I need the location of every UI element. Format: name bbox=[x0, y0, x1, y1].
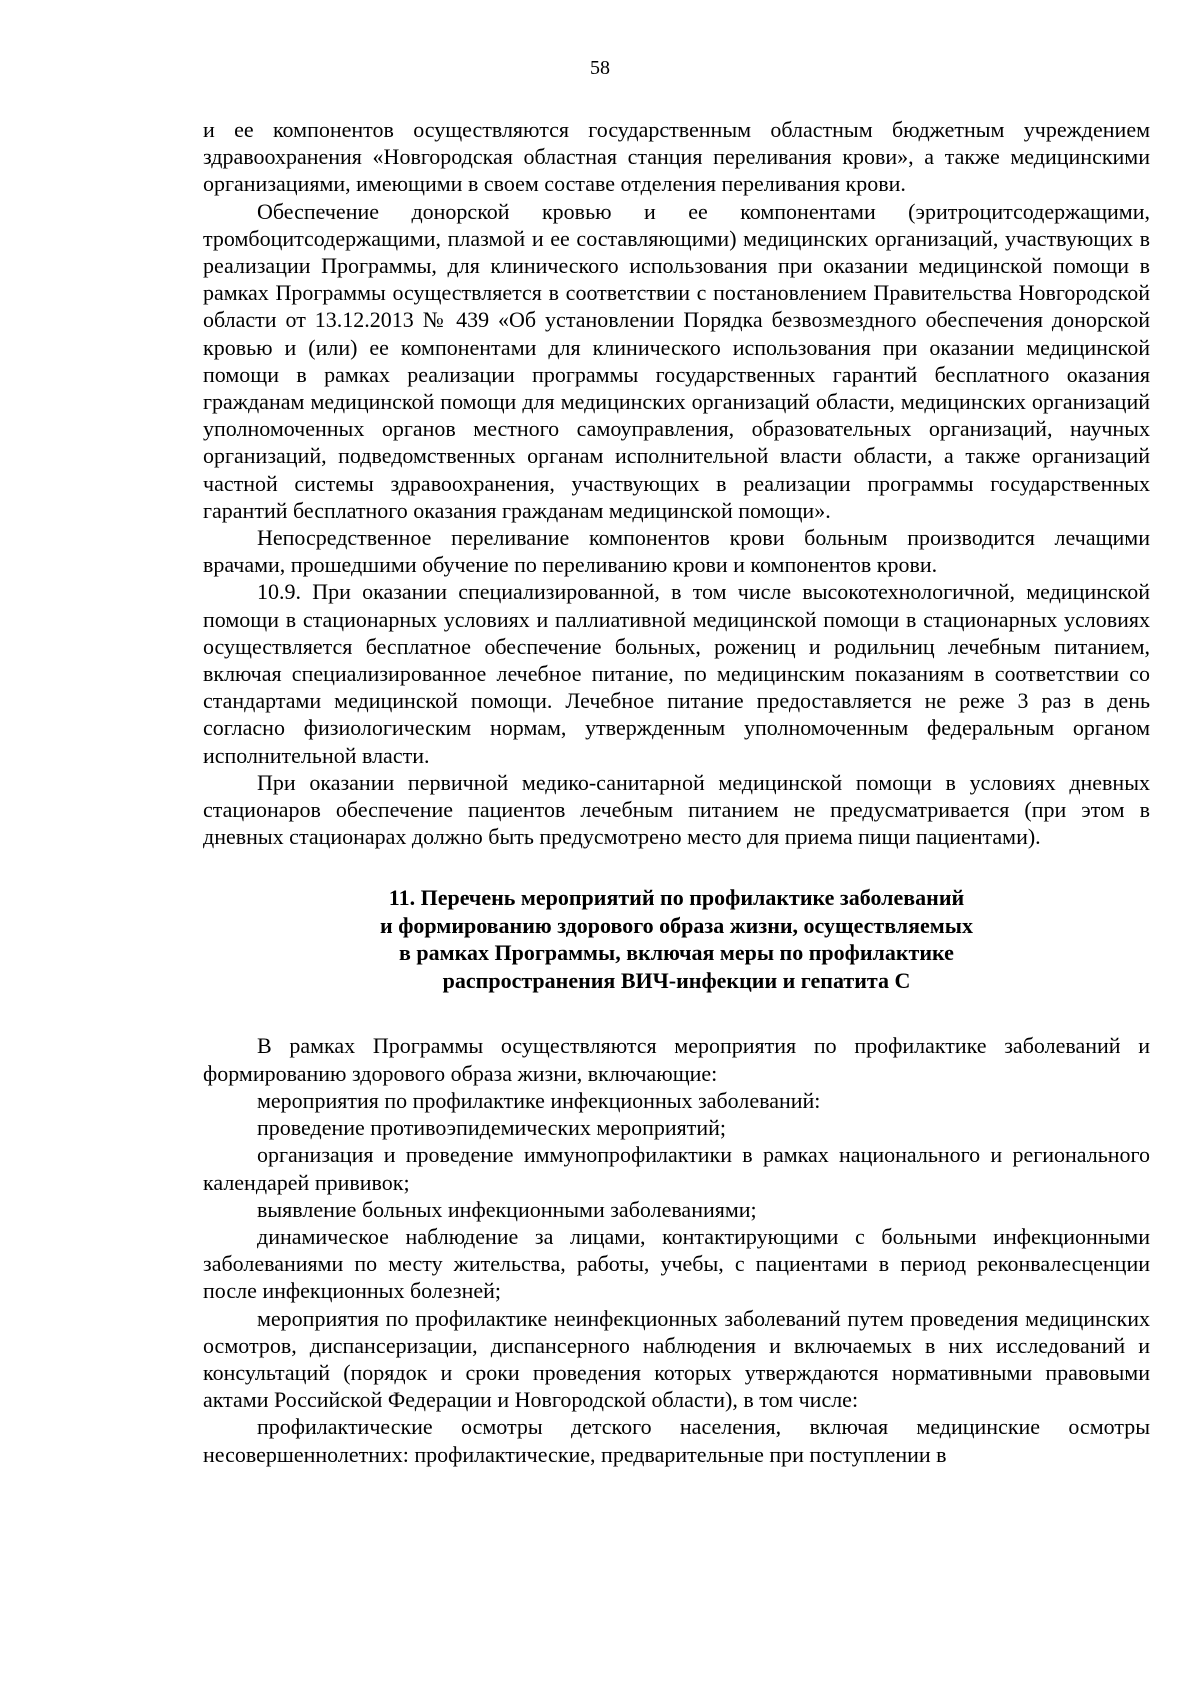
page-body bbox=[203, 116, 1150, 1468]
list-item: динамическое наблюдение за лицами, контактирующими с больными инфекционными заболеваниями по месту жительства, работы, учебы, с пациентами в период реконвалесценции после инфекционных болезней; bbox=[203, 1223, 1150, 1304]
list-item: организация и проведение иммунопрофилактики в рамках национального и регионального календарей прививок; bbox=[203, 1142, 1150, 1195]
page-number: 58 bbox=[590, 57, 610, 79]
heading-line: 11. Перечень мероприятий по профилактике заболеваний bbox=[388, 885, 965, 911]
list-item: мероприятия по профилактике неинфекционных заболеваний путем проведения медицинских осмотров, диспансеризации, диспансерного наблюдения и включаемых в них исследований и консультаций (порядок и сроки проведения которых утверждаются нормативными правовыми актами Российской Федерации и Новгородской области), в том числе: bbox=[203, 1305, 1150, 1413]
paragraph-intro: В рамках Программы осуществляются мероприятия по профилактике заболеваний и формированию здорового образа жизни, включающие: bbox=[203, 1033, 1150, 1086]
list-item: проведение противоэпидемических мероприятий; bbox=[257, 1115, 727, 1141]
paragraph-continuation: и ее компонентов осуществляются государственным областным бюджетным учреждением здравоохранения «Новгородская областная станция переливания крови», а также медицинскими организациями, имеющими в своем составе отделения переливания крови. bbox=[203, 117, 1150, 197]
paragraph-day-hospital: При оказании первичной медико-санитарной медицинской помощи в условиях дневных стационаров обеспечение пациентов лечебным питанием не предусматривается (при этом в дневных стационарах должно быть предусмотрено место для приема пищи пациентами). bbox=[203, 769, 1150, 850]
heading-line: распространения ВИЧ-инфекции и гепатита С bbox=[442, 967, 911, 993]
paragraph-blood-supply: Обеспечение донорской кровью и ее компонентами (эритроцитсодержащими, тромбоцитсодержащими, плазмой и ее составляющими) медицинских организаций, участвующих в реализации Программы, для клинического использования при оказании медицинской помощи в рамках Программы осуществляется в соответствии с постановлением Правительства Новгородской области от 13.12.2013 № 439 «Об установлении Порядка безвозмездного обеспечения донорской кровью и (или) ее компонентами для клинического использования при оказании медицинской помощи в рамках реализации программы государственных гарантий бесплатного оказания гражданам медицинской помощи для медицинских организаций области, медицинских организаций уполномоченных органов местного самоуправления, образовательных организаций, научных организаций, подведомственных органам исполнительной власти области, а также организаций частной системы здравоохранения, участвующих в реализации программы государственных гарантий бесплатного оказания гражданам медицинской помощи». bbox=[203, 198, 1150, 523]
paragraph-10-9: 10.9. При оказании специализированной, в том числе высокотехнологичной, медицинской помощи в стационарных условиях и паллиативной медицинской помощи в стационарных условиях осуществляется бесплатное обеспечение больных, рожениц и родильниц лечебным питанием, включая специализированное лечебное питание, по медицинским показаниям в соответствии со стандартами медицинской помощи. Лечебное питание предоставляется не реже 3 раз в день согласно физиологическим нормам, утвержденным уполномоченным федеральным органом исполнительной власти. bbox=[203, 579, 1150, 768]
list-item: мероприятия по профилактике инфекционных заболеваний: bbox=[257, 1087, 821, 1113]
section-heading bbox=[203, 884, 1150, 994]
list-item: выявление больных инфекционными заболеваниями; bbox=[257, 1196, 757, 1222]
heading-line: в рамках Программы, включая меры по профилактике bbox=[399, 940, 954, 966]
list-item: профилактические осмотры детского населения, включая медицинские осмотры несовершеннолетних: профилактические, предварительные при поступлении в bbox=[203, 1414, 1150, 1467]
heading-line: и формированию здорового образа жизни, осуществляемых bbox=[380, 912, 973, 938]
paragraph-transfusion: Непосредственное переливание компонентов крови больным производится лечащими врачами, прошедшими обучение по переливанию крови и компонентов крови. bbox=[203, 525, 1150, 578]
